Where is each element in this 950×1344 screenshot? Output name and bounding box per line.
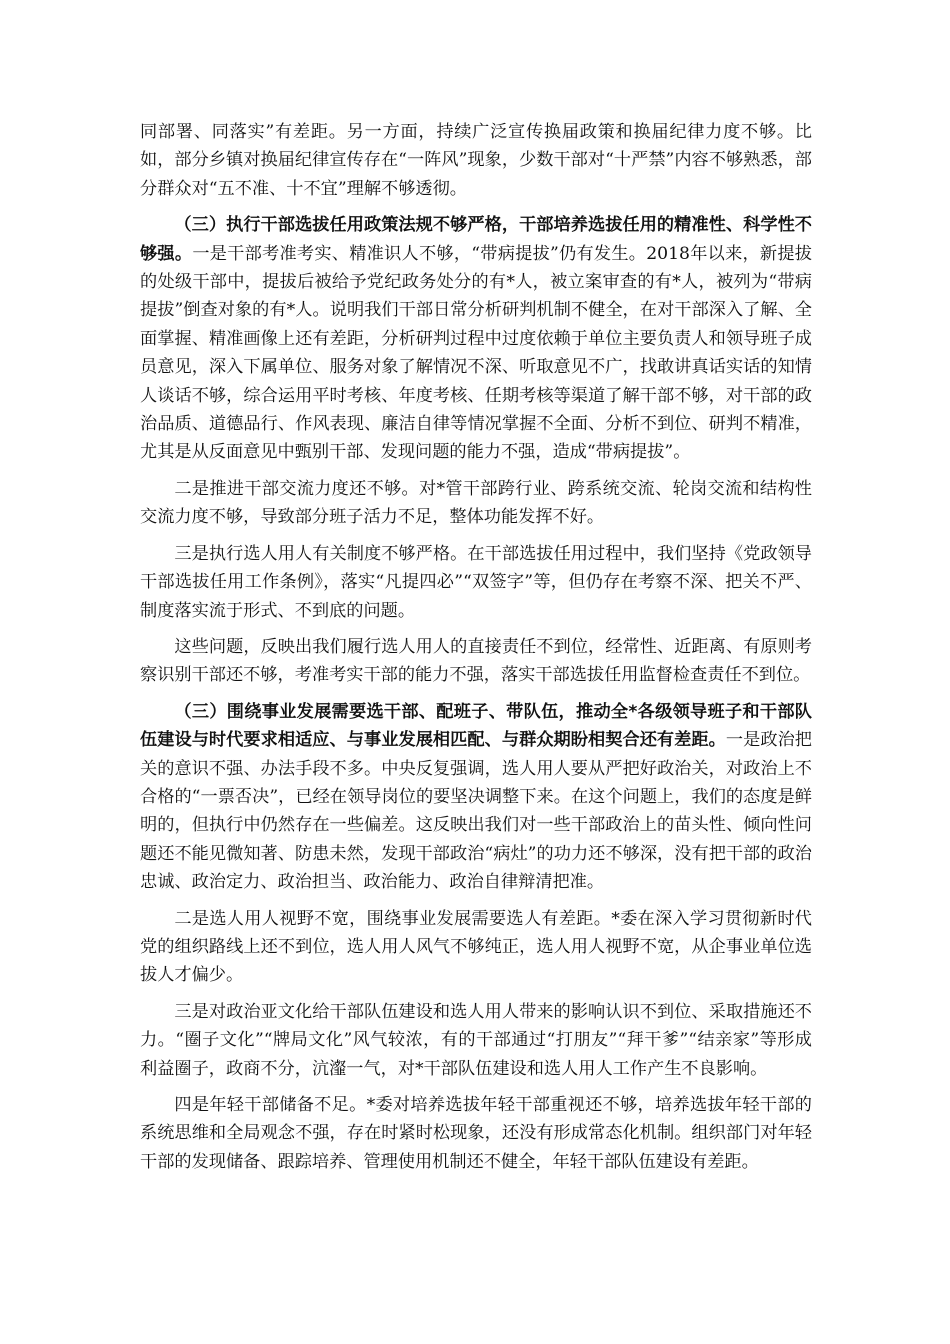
paragraph-2-heading: （三）执行干部选拔任用政策法规不够严格，干部培养选拔任用的精准性、科学性不够强。 <box>140 215 812 264</box>
paragraph-4 <box>140 540 812 625</box>
paragraph-8-text: 三是对政治亚文化给干部队伍建设和选人用人带来的影响认识不到位、采取措施还不力。“圈子文化”“牌局文化”风气较浓，有的干部通过“打朋友”“拜干爹”“结亲家”等形成利益圈子，政商不分，沆瀣一气，对*干部队伍建设和选人用人工作产生不良影响。 <box>140 1001 812 1079</box>
paragraph-2-text: 一是干部考准考实、精准识人不够，“带病提拔”仍有发生。2018年以来，新提拔的处级干部中，提拔后被给予党纪政务处分的有*人，被立案审查的有*人，被列为“带病提拔”倒查对象的有*人。说明我们干部日常分析研判机制不健全，在对干部深入了解、全面掌握、精准画像上还有差距，分析研判过程中过度依赖于单位主要负责人和领导班子成员意见，深入下属单位、服务对象了解情况不深、听取意见不广，找敢讲真话实话的知情人谈话不够，综合运用平时考核、年度考核、任期考核等渠道了解干部不够，对干部的政治品质、道德品行、作风表现、廉洁自律等情况掌握不全面、分析不到位、研判不精准，尤其是从反面意见中甄别干部、发现问题的能力不强，造成“带病提拔”。 <box>140 243 812 463</box>
paragraph-3 <box>140 475 812 532</box>
paragraph-1-text: 同部署、同落实”有差距。另一方面，持续广泛宣传换届政策和换届纪律力度不够。比如，部分乡镇对换届纪律宣传存在“一阵风”现象，少数干部对“十严禁”内容不够熟悉，部分群众对“五不准、十不宜”理解不够透彻。 <box>140 122 812 199</box>
paragraph-1 <box>140 118 812 203</box>
paragraph-7-text: 二是选人用人视野不宽，围绕事业发展需要选人有差距。*委在深入学习贯彻新时代党的组织路线上还不到位，选人用人风气不够纯正，选人用人视野不宽，从企事业单位选拔人才偏少。 <box>140 908 812 986</box>
paragraph-5 <box>140 633 812 690</box>
paragraph-9-text: 四是年轻干部储备不足。*委对培养选拔年轻干部重视还不够，培养选拔年轻干部的系统思维和全局观念不强，存在时紧时松现象，还没有形成常态化机制。组织部门对年轻干部的发现储备、跟踪培养、管理使用机制还不健全，年轻干部队伍建设有差距。 <box>140 1095 812 1172</box>
paragraph-6 <box>140 698 812 897</box>
paragraph-8 <box>140 998 812 1083</box>
paragraph-9 <box>140 1091 812 1176</box>
paragraph-6-heading: （三）围绕事业发展需要选干部、配班子、带队伍，推动全*各级领导班子和干部队伍建设与时代要求相适应、与事业发展相匹配、与群众期盼相契合还有差距。 <box>140 701 812 751</box>
document-page <box>140 118 812 1184</box>
paragraph-4-text: 三是执行选人用人有关制度不够严格。在干部选拔任用过程中，我们坚持《党政领导干部选拔任用工作条例》，落实“凡提四必”“双签字”等，但仍存在考察不深、把关不严、制度落实流于形式、不到底的问题。 <box>140 543 812 621</box>
paragraph-3-text: 二是推进干部交流力度还不够。对*管干部跨行业、跨系统交流、轮岗交流和结构性交流力度不够，导致部分班子活力不足，整体功能发挥不好。 <box>140 478 812 528</box>
paragraph-5-text: 这些问题，反映出我们履行选人用人的直接责任不到位，经常性、近距离、有原则考察识别干部还不够，考准考实干部的能力不强，落实干部选拔任用监督检查责任不到位。 <box>140 636 812 686</box>
paragraph-6-text: 一是政治把关的意识不强、办法手段不多。中央反复强调，选人用人要从严把好政治关，对政治上不合格的“一票否决”，已经在领导岗位的要坚决调整下来。在这个问题上，我们的态度是鲜明的，但执行中仍然存在一些偏差。这反映出我们对一些干部政治上的苗头性、倾向性问题还不能见微知著、防患未然，发现干部政治“病灶”的功力还不够深，没有把干部的政治忠诚、政治定力、政治担当、政治能力、政治自律辩清把准。 <box>140 730 812 893</box>
paragraph-2 <box>140 211 812 467</box>
paragraph-7 <box>140 905 812 990</box>
